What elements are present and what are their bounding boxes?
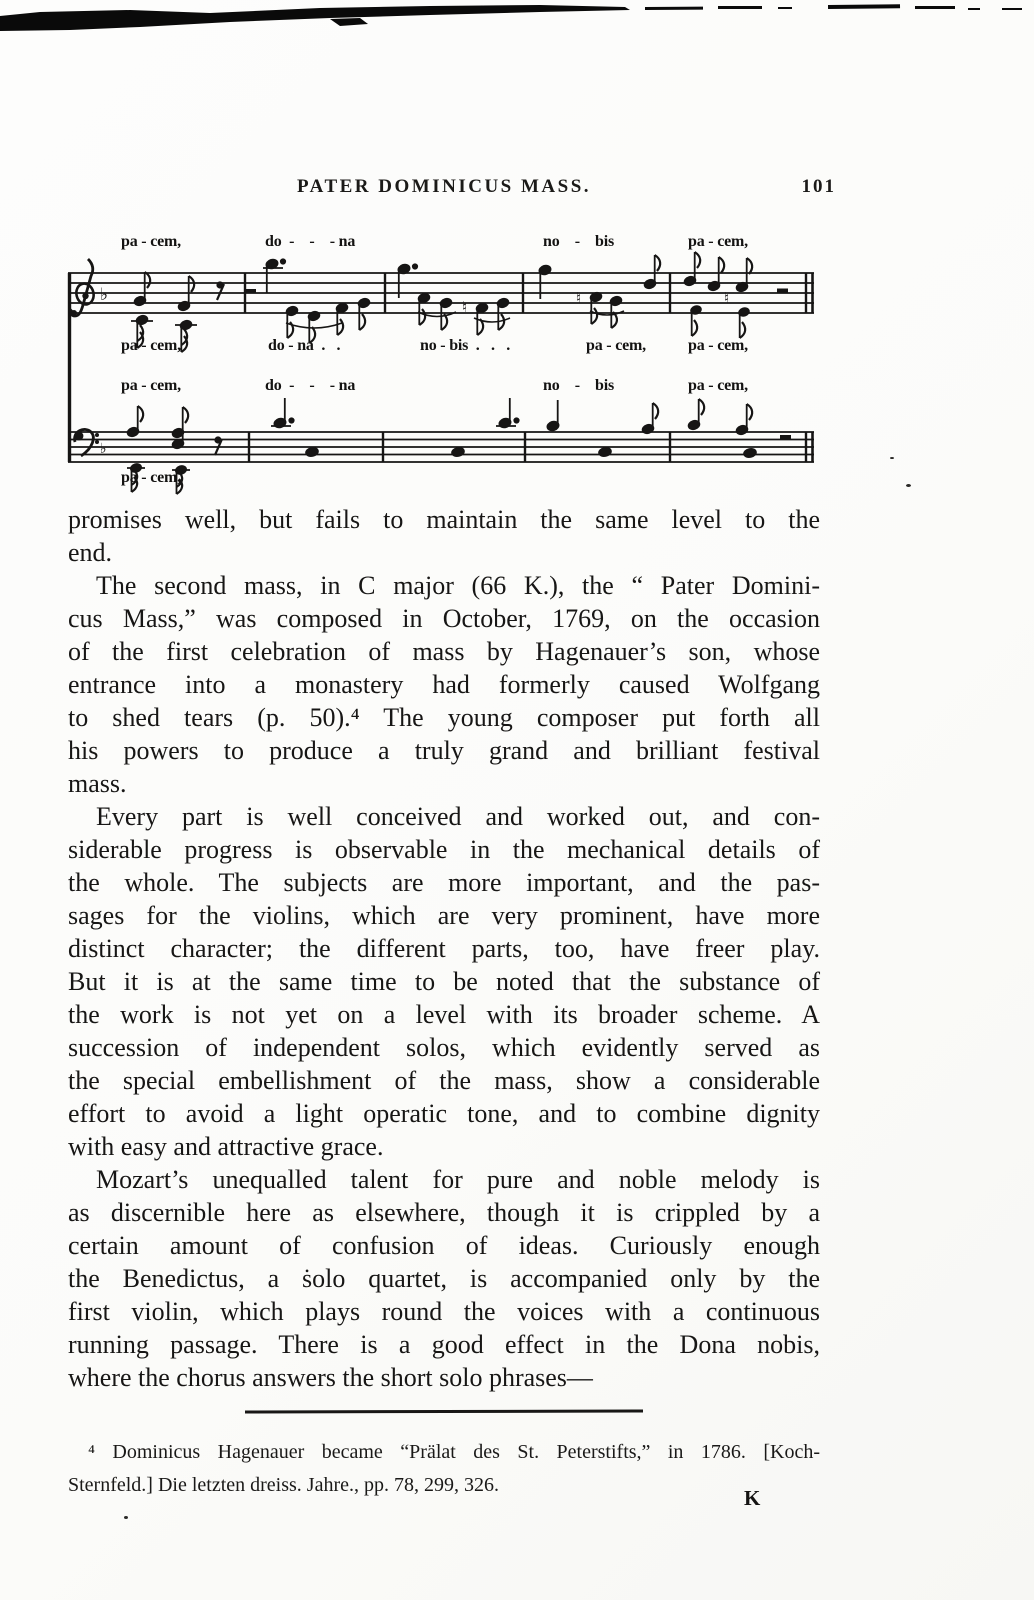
text-line: certain amount of confusion of ideas. Curiously enough xyxy=(68,1231,820,1260)
lyric-segment: pa - cem, xyxy=(121,233,181,250)
lyric-segment: pa - cem, xyxy=(688,377,748,394)
text-line: end. xyxy=(68,538,113,567)
text-line: ⁴ Dominicus Hagenauer became “Prälat des St. Peterstifts,” in 1786. [Koch- xyxy=(88,1441,820,1463)
scan-speck xyxy=(124,1516,128,1519)
text-line: with easy and attractive grace. xyxy=(68,1132,384,1161)
bass-notes xyxy=(127,398,791,494)
lyric-segment: do - na . . xyxy=(268,337,341,354)
text-line: succession of independent solos, which evidently served as xyxy=(68,1033,820,1062)
text-line: the Benedictus, a ṡolo quartet, is accompanied only by the xyxy=(68,1264,820,1293)
text-line: of the first celebration of mass by Hagenauer’s son, whose xyxy=(68,637,820,666)
text-line: Mozart’s unequalled talent for pure and noble melody is xyxy=(96,1165,820,1194)
text-line: promises well, but fails to maintain the same level to the xyxy=(68,505,820,534)
text-line: running passage. There is a good effect in the Dona nobis, xyxy=(68,1330,820,1359)
scan-speck xyxy=(906,484,911,487)
lyric-segment: pa - cem, xyxy=(121,337,181,354)
text-line: where the chorus answers the short solo phrases— xyxy=(68,1363,593,1392)
treble-clef-icon xyxy=(71,259,96,316)
lyric-segment: no - bis xyxy=(543,377,614,394)
text-line: effort to avoid a light operatic tone, and to combine dignity xyxy=(68,1099,820,1128)
lyric-segment: pa - cem, xyxy=(121,377,181,394)
music-notation xyxy=(0,225,1034,495)
body-text xyxy=(68,503,820,1394)
lyric-segment: pa - cem, xyxy=(688,233,748,250)
text-line: sages for the violins, which are very prominent, have more xyxy=(68,901,820,930)
text-line: mass. xyxy=(68,769,127,798)
printer-signature: K xyxy=(744,1486,761,1510)
text-line: his powers to produce a truly grand and brilliant festival xyxy=(68,736,820,765)
text-line: distinct character; the different parts, too, have freer play. xyxy=(68,934,820,963)
lyric-segment: pa - cem, xyxy=(688,337,748,354)
footnote-rule xyxy=(245,1409,643,1413)
text-line: siderable progress is observable in the mechanical details of xyxy=(68,835,820,864)
text-line: entrance into a monastery had formerly caused Wolfgang xyxy=(68,670,820,699)
lyric-segment: do - - - na xyxy=(265,233,356,250)
treble-key-flat: ♭ xyxy=(100,285,109,305)
paragraph xyxy=(68,569,820,800)
text-line: Every part is well conceived and worked out, and con- xyxy=(96,802,820,831)
text-line: Sternfeld.] Die letzten dreiss. Jahre., pp. 78, 299, 326. xyxy=(68,1474,500,1496)
text-line: the special embellishment of the mass, show a considerable xyxy=(68,1066,820,1095)
paragraph xyxy=(68,800,820,1163)
lyric-segment: no - bis . . . xyxy=(420,337,510,354)
lyric-segment: pa - cem, xyxy=(586,337,646,354)
scan-artifact-smudge xyxy=(0,0,1034,48)
text-line: to shed tears (p. 50).⁴ The young composer put forth all xyxy=(68,703,820,732)
bass-clef-icon xyxy=(75,429,99,456)
lyric-segment: pa - cem, xyxy=(121,469,181,486)
text-line: cus Mass,” was composed in October, 1769, on the occasion xyxy=(68,604,820,633)
page-number: 101 xyxy=(801,176,836,197)
svg-text:♮: ♮ xyxy=(576,289,582,307)
text-line: first violin, which plays round the voices with a continuous xyxy=(68,1297,820,1326)
svg-text:♮: ♮ xyxy=(462,298,468,316)
text-line: the work is not yet on a level with its broader scheme. A xyxy=(68,1000,820,1029)
svg-text:♮: ♮ xyxy=(724,289,730,307)
paragraph xyxy=(68,503,820,569)
scan-speck xyxy=(890,457,894,459)
bass-key-flat: ♭ xyxy=(100,441,107,457)
running-header: PATER DOMINICUS MASS. xyxy=(296,176,592,197)
text-line: the whole. The subjects are more important, and the pas- xyxy=(68,868,820,897)
text-line: The second mass, in C major (66 K.), the “ Pater Domini- xyxy=(96,571,820,600)
paragraph xyxy=(68,1163,820,1394)
lyric-segment: do - - - na xyxy=(265,377,356,394)
text-line: as discernible here as elsewhere, though it is crippled by a xyxy=(68,1198,820,1227)
footnote xyxy=(68,1436,820,1502)
text-line: But it is at the same time to be noted that the substance of xyxy=(68,967,820,996)
lyric-segment: no - bis xyxy=(543,233,614,250)
